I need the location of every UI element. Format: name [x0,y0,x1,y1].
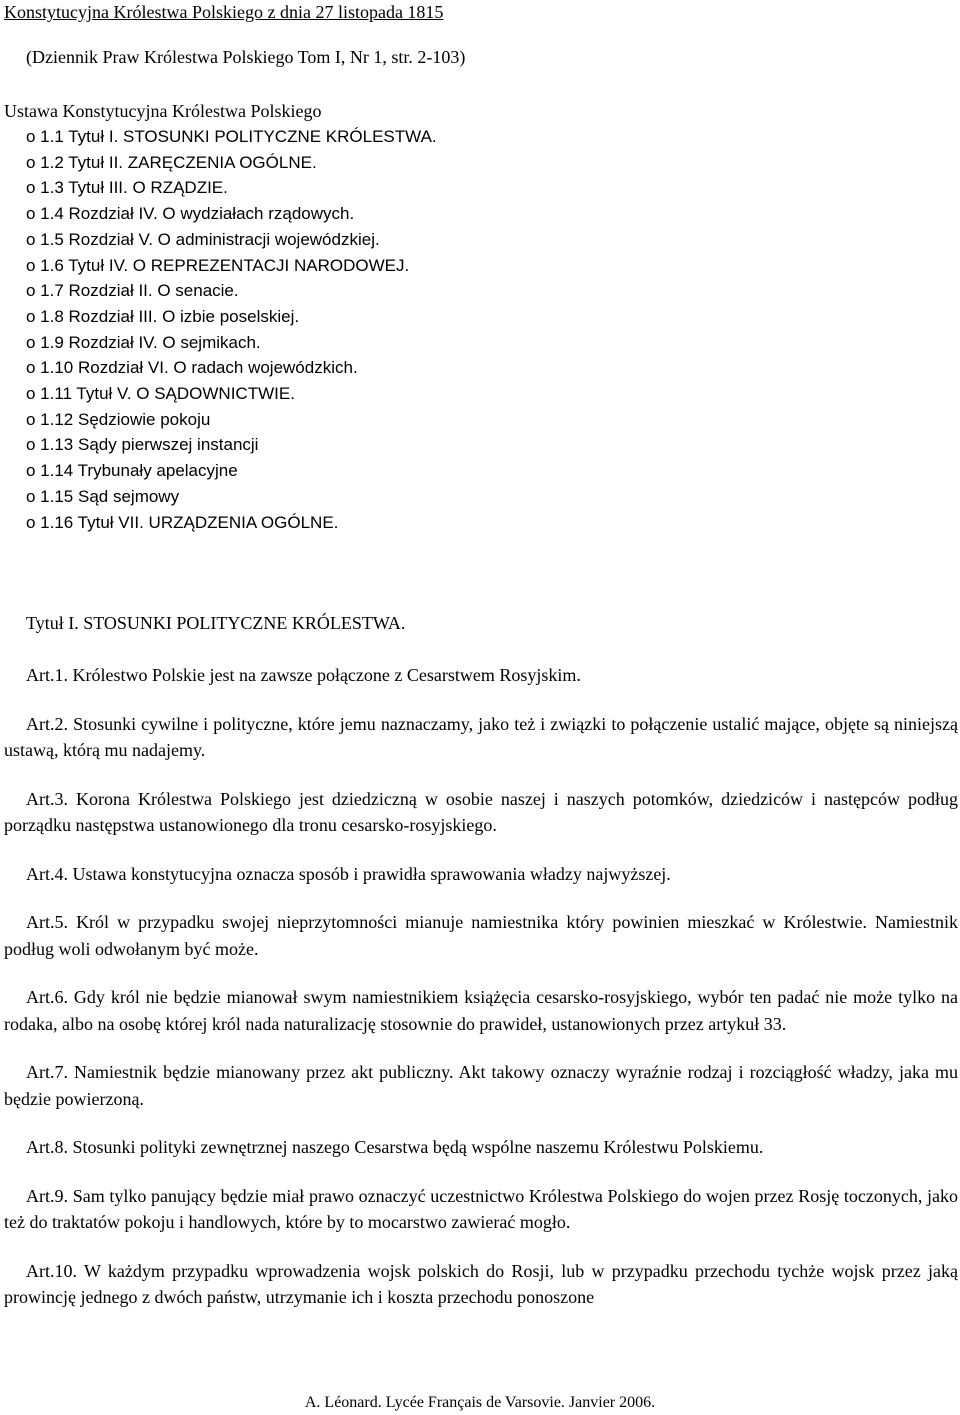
article [4,984,958,1037]
article-text: Sam tylko panujący będzie miał prawo oznaczyć uczestnictwo Królestwa Polskiego do wojen przez Rosję toczonych, jako też do traktatów pokoju i handlowych, które by to mocarstwo zawierać mogło. [4,1185,959,1232]
toc-item[interactable]: o 1.8 Rozdział III. O izbie poselskiej. [26,306,300,326]
article [4,861,958,888]
article-number: Art.2. [26,713,68,734]
article-text: Gdy król nie będzie mianował swym namiestnikiem książęcia cesarsko-rosyjskiego, wybór ten padać nie może tylko na rodaka, albo na osobę której król nada naturalizację stosownie do prawideł, ustanowionych przez artykuł 33. [4,987,958,1034]
document-body [4,610,958,1311]
toc-item[interactable]: o 1.10 Rozdział VI. O radach wojewódzkich. [26,358,358,378]
article [4,1059,958,1112]
toc-item[interactable]: o 1.3 Tytuł III. O RZĄDZIE. [26,178,228,198]
article [4,786,958,839]
section-title: Tytuł I. STOSUNKI POLITYCZNE KRÓLESTWA. [26,613,406,633]
toc-item[interactable]: o 1.15 Sąd sejmowy [26,486,180,506]
document-title[interactable]: Konstytucyjna Królestwa Polskiego z dnia 27 listopada 1815 [4,2,444,22]
article-text: Ustawa konstytucyjna oznacza sposób i prawidła sprawowania władzy najwyższej. [72,863,671,884]
toc-item[interactable]: o 1.6 Tytuł IV. O REPREZENTACJI NARODOWEJ. [26,255,410,275]
article-number: Art.1. [26,665,68,685]
toc-heading[interactable]: Ustawa Konstytucyjna Królestwa Polskiego [4,101,322,121]
toc-item[interactable]: o 1.11 Tytuł V. O SĄDOWNICTWIE. [26,384,295,404]
toc-item[interactable]: o 1.9 Rozdział IV. O sejmikach. [26,332,261,352]
article-text: Królestwo Polskie jest na zawsze połączone z Cesarstwem Rosyjskim. [72,665,581,685]
article-number: Art.5. [26,912,68,932]
article [4,909,958,962]
toc-item[interactable]: o 1.1 Tytuł I. STOSUNKI POLITYCZNE KRÓLESTWA. [26,127,437,146]
article-number: Art.3. [26,788,68,809]
toc-item[interactable]: o 1.13 Sądy pierwszej instancji [26,435,259,455]
article [4,1134,958,1161]
toc-item[interactable]: o 1.5 Rozdział V. O administracji wojewódzkiej. [26,229,380,249]
table-of-contents [4,98,437,535]
article-number: Art.6. [26,987,68,1007]
article-text: Namiestnik będzie mianowany przez akt publiczny. Akt takowy oznaczy wyraźnie rodzaj i rozciągłość władzy, jaka mu będzie powierzoną. [4,1062,958,1109]
toc-item[interactable]: o 1.12 Sędziowie pokoju [26,409,211,429]
article-number: Art.10. [26,1260,77,1281]
article-text: W każdym przypadku wprowadzenia wojsk polskich do Rosji, lub w przypadku przechodu tychże wojsk przez jaką prowincję jednego z dwóch państw, utrzymanie ich i koszta przechodu ponoszone [4,1260,958,1307]
article-text: Stosunki polityki zewnętrznej naszego Cesarstwa będą wspólne naszemu Królestwu Polskiemu. [72,1137,764,1157]
toc-item[interactable]: o 1.4 Rozdział IV. O wydziałach rządowych. [26,204,355,224]
toc-item[interactable]: o 1.7 Rozdział II. O senacie. [26,281,239,301]
article-number: Art.9. [26,1185,68,1206]
article [4,1258,958,1311]
article-text: Stosunki cywilne i polityczne, które jemu naznaczamy, jako też i związki to połączenie ustalić mające, objęte są niniejszą ustawą, którą mu nadajemy. [4,713,959,760]
toc-item[interactable]: o 1.2 Tytuł II. ZARĘCZENIA OGÓLNE. [26,152,317,172]
article-number: Art.7. [26,1062,68,1082]
toc-list [4,124,437,535]
article [4,662,958,689]
document-source: (Dziennik Praw Królestwa Polskiego Tom I, Nr 1, str. 2-103) [26,47,466,67]
toc-item[interactable]: o 1.14 Trybunały apelacyjne [26,461,238,481]
article-text: Korona Królestwa Polskiego jest dziedziczną w osobie naszej i naszych potomków, dziedziców i następców podług porządku następstwa ustanowionego dla tronu cesarsko-rosyjskiego. [4,788,959,835]
page-footer: A. Léonard. Lycée Français de Varsovie. Janvier 2006. [304,1394,656,1411]
article [4,711,958,764]
toc-item[interactable]: o 1.16 Tytuł VII. URZĄDZENIA OGÓLNE. [26,512,339,532]
article-number: Art.8. [26,1137,68,1157]
article [4,1183,958,1236]
article-number: Art.4. [26,863,68,884]
article-text: Król w przypadku swojej nieprzytomności mianuje namiestnika który powinien mieszkać w Królestwie. Namiestnik podług woli odwołanym być może. [4,912,958,959]
